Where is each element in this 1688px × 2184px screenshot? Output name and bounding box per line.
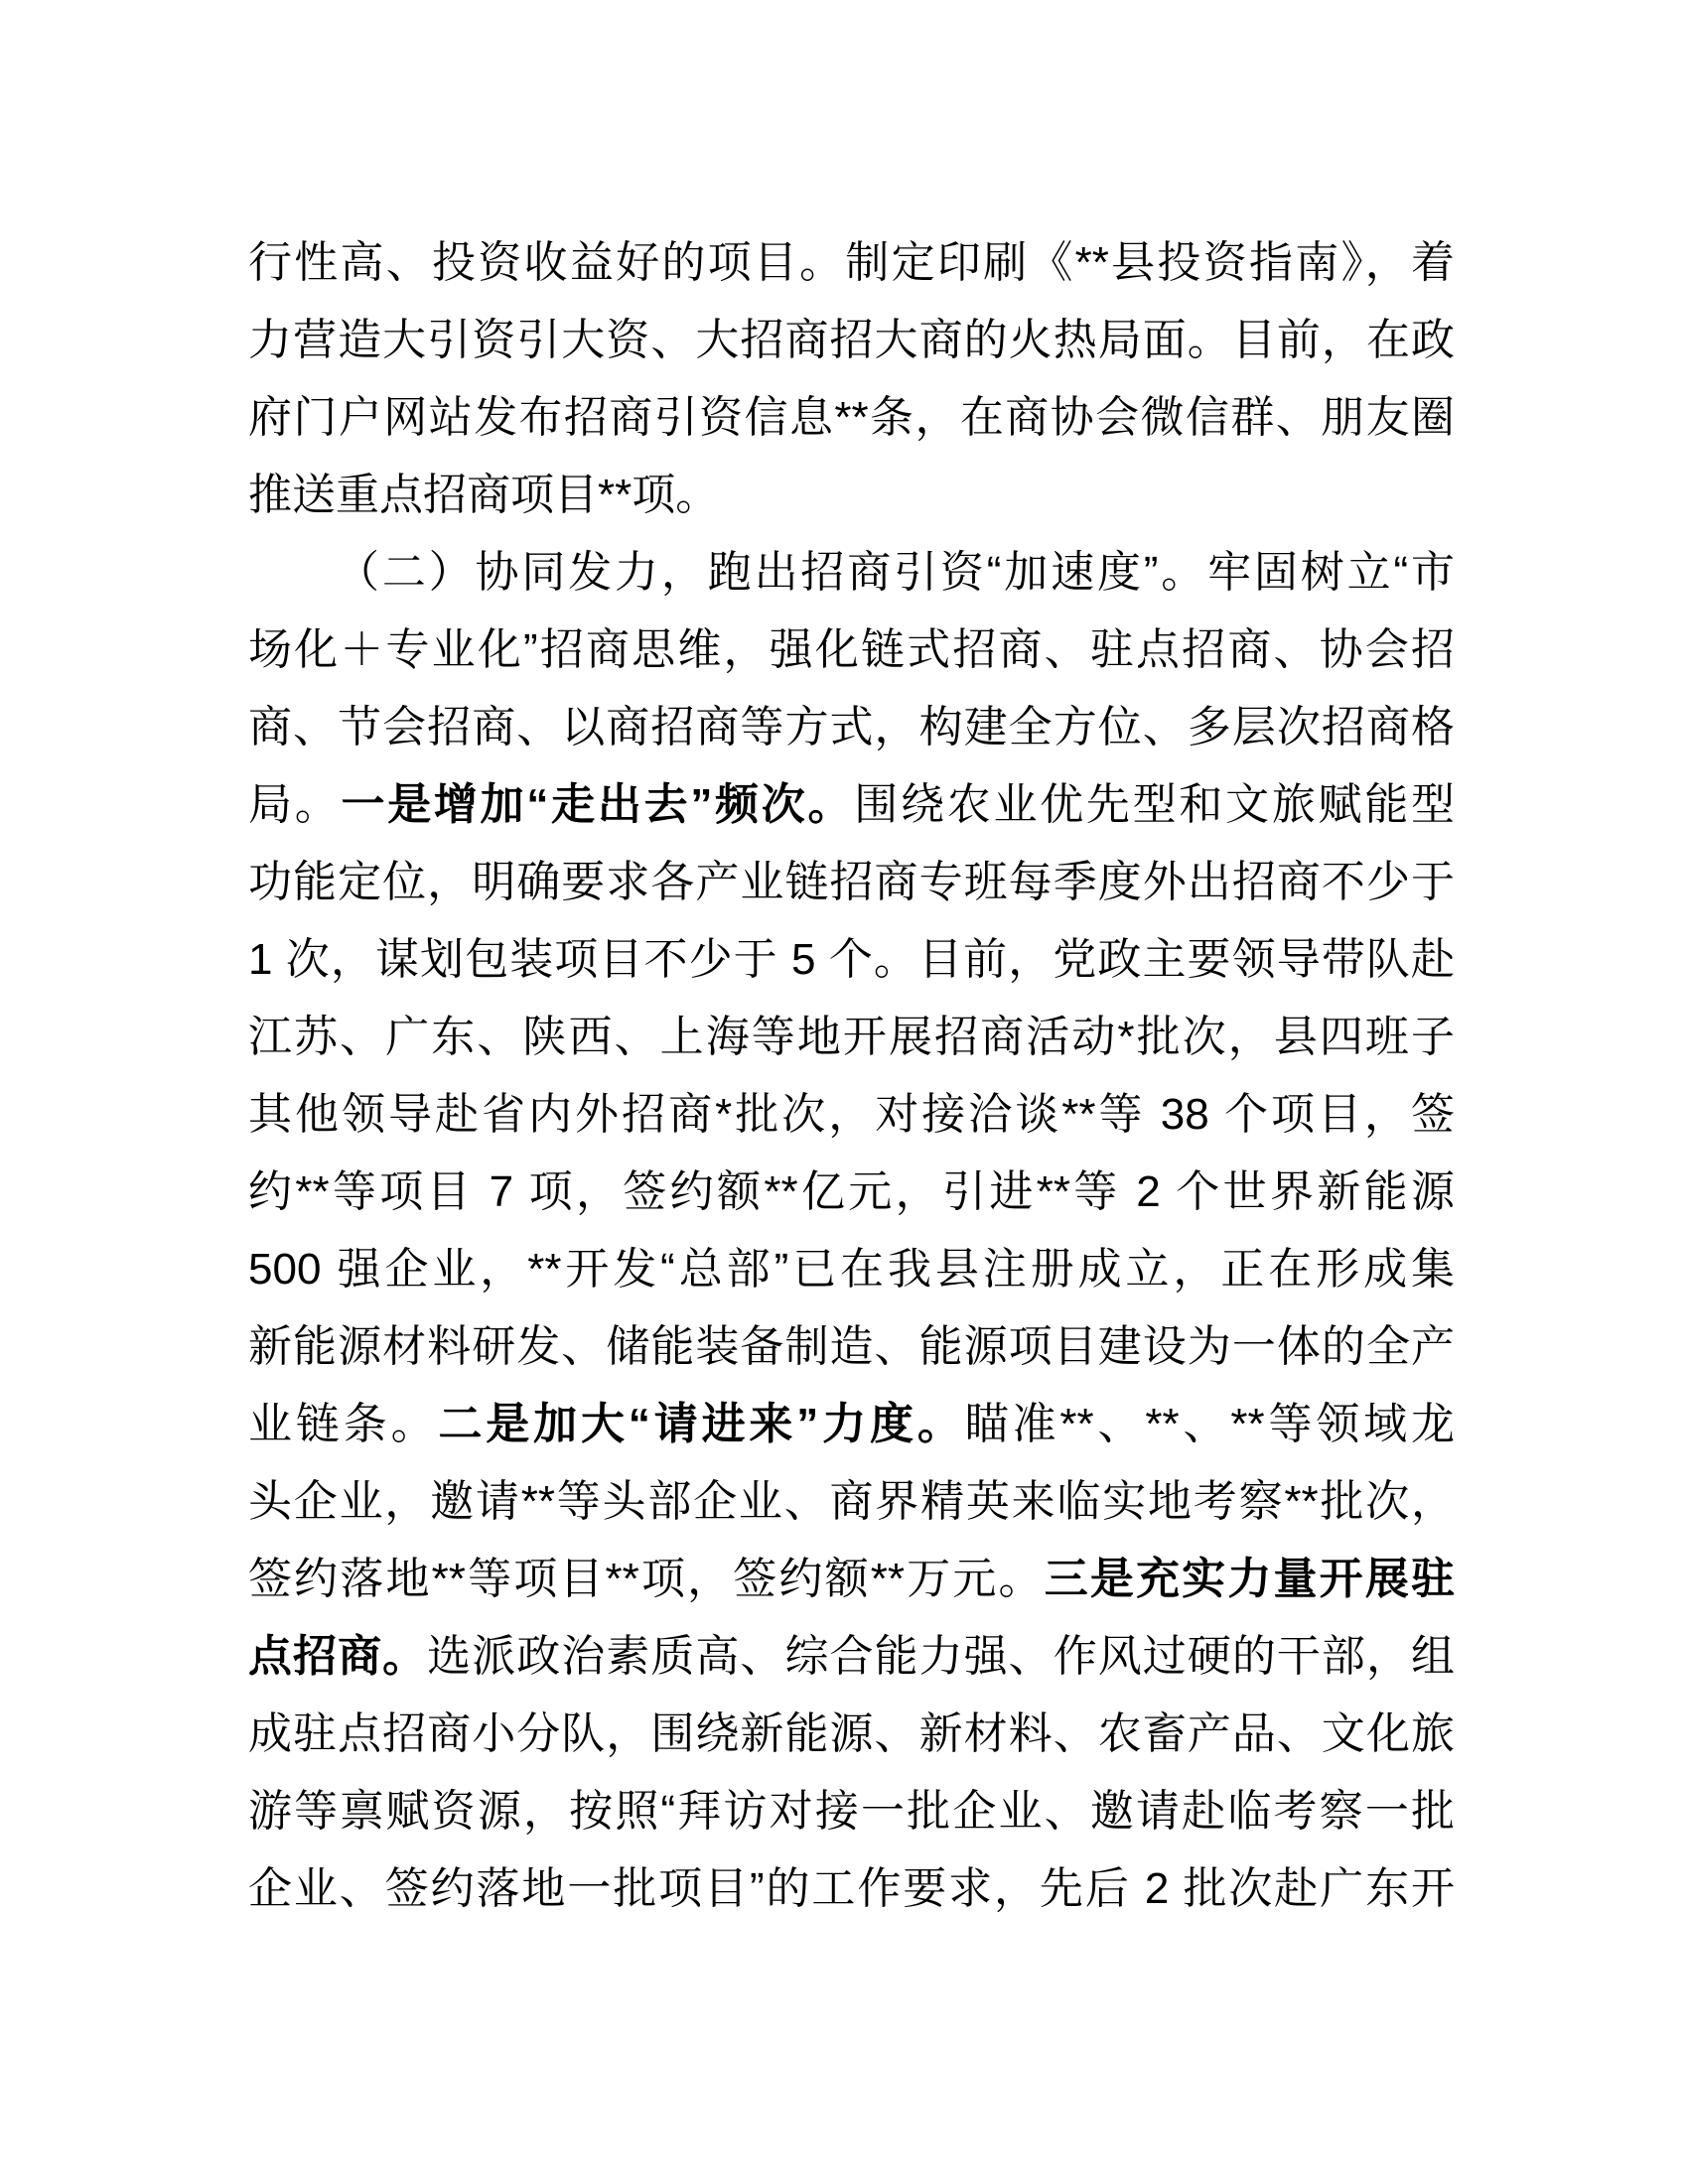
text-line-19 bbox=[248, 1618, 1455, 1696]
text-line-22 bbox=[248, 1850, 1455, 1928]
text-segment: 府门户网站发布招商引资信息**条，在商协会微信群、朋友圈 bbox=[248, 393, 1455, 442]
text-segment: 功能定位，明确要求各产业链招商专班每季度外出招商不少于 bbox=[248, 858, 1455, 906]
text-segment: 商、节会招商、以商招商等方式，构建全方位、多层次招商格 bbox=[248, 703, 1455, 751]
text-block bbox=[248, 224, 1455, 1928]
text-segment: 力营造大引资引大资、大招商招大商的火热局面。目前，在政 bbox=[248, 316, 1455, 364]
text-segment: 成驻点招商小分队，围绕新能源、新材料、农畜产品、文化旅 bbox=[248, 1709, 1455, 1758]
text-segment: 行性高、投资收益好的项目。制定印刷《**县投资指南》，着 bbox=[248, 238, 1455, 287]
text-segment: （二）协同发力，跑出招商引资“加速度”。牢固树立“市 bbox=[336, 548, 1455, 597]
text-line-6 bbox=[248, 612, 1455, 689]
text-line-20 bbox=[248, 1696, 1455, 1773]
text-line-4 bbox=[248, 457, 1455, 534]
text-line-5 bbox=[248, 534, 1455, 612]
text-segment: 选派政治素质高、综合能力强、作风过硬的干部，组 bbox=[427, 1632, 1455, 1681]
text-line-7 bbox=[248, 689, 1455, 766]
emphasis-text-segment: 二是加大“请进来”力度。 bbox=[438, 1400, 965, 1448]
text-segment: 推送重点招商项目**项。 bbox=[248, 471, 720, 519]
text-line-3 bbox=[248, 379, 1455, 457]
text-segment: 500 强企业，**开发“总部”已在我县注册成立，正在形成集 bbox=[248, 1245, 1455, 1294]
text-segment: 围绕农业优先型和文旅赋能型 bbox=[854, 780, 1455, 829]
emphasis-text-segment: 一是增加“走出去”频次。 bbox=[341, 780, 855, 829]
text-line-15 bbox=[248, 1308, 1455, 1386]
text-line-8 bbox=[248, 766, 1455, 844]
text-line-14 bbox=[248, 1231, 1455, 1308]
text-line-13 bbox=[248, 1154, 1455, 1231]
text-segment: 游等禀赋资源，按照“拜访对接一批企业、邀请赴临考察一批 bbox=[248, 1787, 1455, 1836]
text-line-18 bbox=[248, 1541, 1455, 1618]
text-segment: 江苏、广东、陕西、上海等地开展招商活动*批次，县四班子 bbox=[248, 1013, 1455, 1061]
text-line-12 bbox=[248, 1076, 1455, 1154]
emphasis-text-segment: 点招商。 bbox=[248, 1632, 428, 1681]
text-segment: 新能源材料研发、储能装备制造、能源项目建设为一体的全产 bbox=[248, 1322, 1455, 1371]
text-segment: 企业、签约落地一批项目”的工作要求，先后 2 批次赴广东开 bbox=[248, 1864, 1455, 1913]
text-segment: 局。 bbox=[248, 780, 342, 829]
text-segment: 业链条。 bbox=[248, 1400, 439, 1448]
text-segment: 场化＋专业化”招商思维，强化链式招商、驻点招商、协会招 bbox=[248, 625, 1455, 674]
text-line-21 bbox=[248, 1773, 1455, 1850]
text-line-16 bbox=[248, 1386, 1455, 1463]
text-segment: 签约落地**等项目**项，签约额**万元。 bbox=[248, 1555, 1045, 1603]
text-segment: 其他领导赴省内外招商*批次，对接洽谈**等 38 个项目，签 bbox=[248, 1090, 1455, 1139]
text-segment: 1 次，谋划包装项目不少于 5 个。目前，党政主要领导带队赴 bbox=[248, 935, 1455, 984]
text-segment: 瞄准**、**、**等领域龙 bbox=[964, 1400, 1455, 1448]
text-line-2 bbox=[248, 302, 1455, 379]
text-line-11 bbox=[248, 999, 1455, 1076]
text-line-10 bbox=[248, 921, 1455, 999]
text-line-9 bbox=[248, 844, 1455, 921]
text-line-17 bbox=[248, 1463, 1455, 1541]
text-line-1 bbox=[248, 224, 1455, 302]
text-segment: 头企业，邀请**等头部企业、商界精英来临实地考察**批次， bbox=[248, 1477, 1455, 1526]
text-segment: 约**等项目 7 项，签约额**亿元，引进**等 2 个世界新能源 bbox=[248, 1167, 1455, 1216]
emphasis-text-segment: 三是充实力量开展驻 bbox=[1044, 1555, 1455, 1603]
